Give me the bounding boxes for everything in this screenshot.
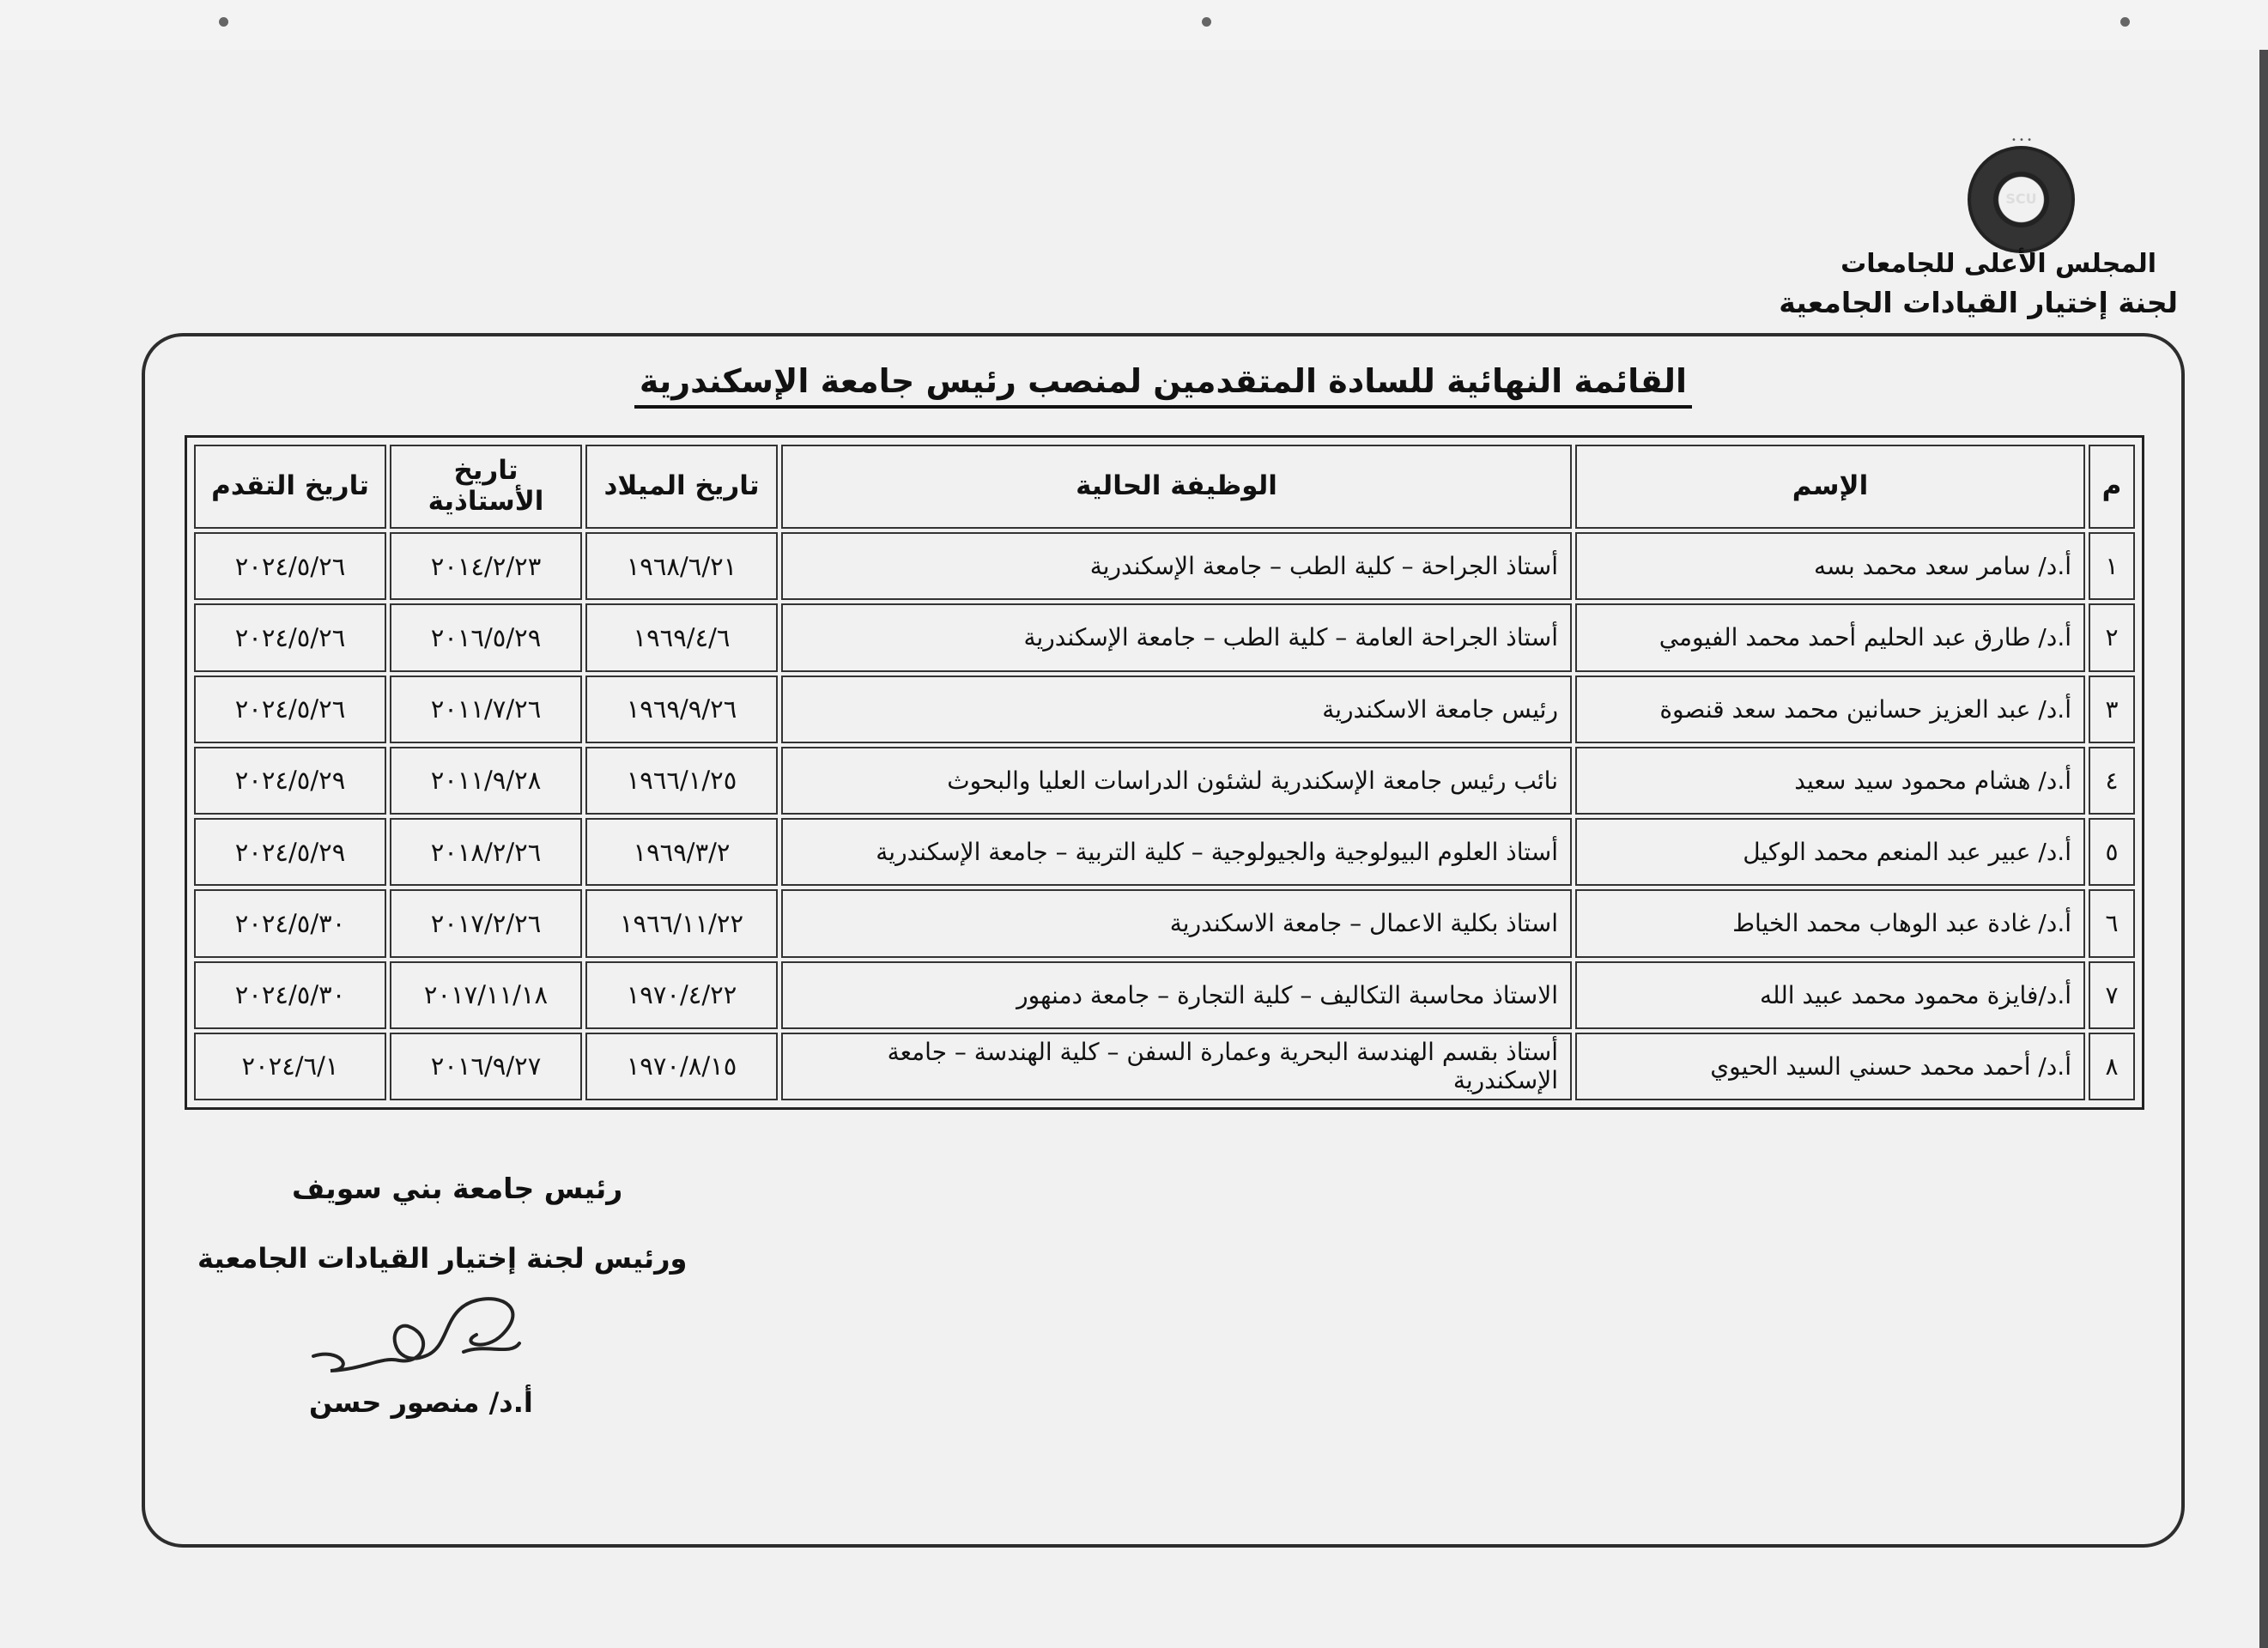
cell-professorship-date: ٢٠١٦/٥/٢٩ bbox=[390, 603, 582, 671]
header-birth-date: تاريخ الميلاد bbox=[585, 445, 778, 529]
cell-num: ١ bbox=[2089, 532, 2135, 600]
seal-label: SCU bbox=[2005, 191, 2037, 207]
cell-applied-date: ٢٠٢٤/٥/٢٦ bbox=[194, 676, 386, 743]
cell-name: أ.د/ أحمد محمد حسني السيد الحيوي bbox=[1575, 1033, 2085, 1100]
cell-birth-date: ١٩٦٩/٣/٢ bbox=[585, 818, 778, 886]
cell-name: أ.د/فايزة محمود محمد عبيد الله bbox=[1575, 961, 2085, 1029]
scanner-top-strip bbox=[0, 0, 2268, 50]
punch-hole-dot bbox=[219, 17, 228, 27]
punch-hole-dot bbox=[2120, 17, 2130, 27]
table-row bbox=[194, 676, 2135, 743]
candidates-table bbox=[191, 441, 2138, 1104]
cell-num: ٧ bbox=[2089, 961, 2135, 1029]
cell-job: أستاذ الجراحة – كلية الطب – جامعة الإسكندرية bbox=[781, 532, 1572, 600]
signatory-title-line2: ورئيس لجنة إختيار القيادات الجامعية bbox=[197, 1242, 688, 1275]
document-title-container bbox=[145, 362, 2181, 400]
cell-job: أستاذ بقسم الهندسة البحرية وعمارة السفن – كلية الهندسة – جامعة الإسكندرية bbox=[781, 1033, 1572, 1100]
header-name: الإسم bbox=[1575, 445, 2085, 529]
cell-professorship-date: ٢٠١٧/١١/١٨ bbox=[390, 961, 582, 1029]
seal-ring-text: • • • bbox=[2010, 136, 2033, 145]
cell-name: أ.د/ عبير عبد المنعم محمد الوكيل bbox=[1575, 818, 2085, 886]
signatory-name: أ.د/ منصور حسن bbox=[309, 1386, 533, 1419]
cell-name: أ.د/ عبد العزيز حسانين محمد سعد قنصوة bbox=[1575, 676, 2085, 743]
cell-birth-date: ١٩٦٩/٩/٢٦ bbox=[585, 676, 778, 743]
cell-professorship-date: ٢٠١٦/٩/٢٧ bbox=[390, 1033, 582, 1100]
cell-name: أ.د/ هشام محمود سيد سعيد bbox=[1575, 747, 2085, 815]
cell-applied-date: ٢٠٢٤/٥/٣٠ bbox=[194, 961, 386, 1029]
document-title: القائمة النهائية للسادة المتقدمين لمنصب رئيس جامعة الإسكندرية bbox=[634, 362, 1692, 409]
handwritten-signature bbox=[305, 1275, 562, 1386]
cell-name: أ.د/ طارق عبد الحليم أحمد محمد الفيومي bbox=[1575, 603, 2085, 671]
cell-num: ٨ bbox=[2089, 1033, 2135, 1100]
candidates-table-frame bbox=[185, 435, 2144, 1110]
cell-applied-date: ٢٠٢٤/٦/١ bbox=[194, 1033, 386, 1100]
cell-num: ٥ bbox=[2089, 818, 2135, 886]
org-name-line2: لجنة إختيار القيادات الجامعية bbox=[1779, 286, 2178, 319]
cell-applied-date: ٢٠٢٤/٥/٢٩ bbox=[194, 747, 386, 815]
table-row bbox=[194, 1033, 2135, 1100]
header-applied-date: تاريخ التقدم bbox=[194, 445, 386, 529]
cell-professorship-date: ٢٠١٨/٢/٢٦ bbox=[390, 818, 582, 886]
cell-name: أ.د/ غادة عبد الوهاب محمد الخياط bbox=[1575, 889, 2085, 957]
cell-job: استاذ بكلية الاعمال – جامعة الاسكندرية bbox=[781, 889, 1572, 957]
table-row bbox=[194, 961, 2135, 1029]
table-row bbox=[194, 532, 2135, 600]
table-row bbox=[194, 889, 2135, 957]
cell-num: ٤ bbox=[2089, 747, 2135, 815]
cell-professorship-date: ٢٠١٤/٢/٢٣ bbox=[390, 532, 582, 600]
cell-birth-date: ١٩٧٠/٨/١٥ bbox=[585, 1033, 778, 1100]
cell-applied-date: ٢٠٢٤/٥/٢٩ bbox=[194, 818, 386, 886]
org-name-line1: المجلس الأعلى للجامعات bbox=[1840, 249, 2156, 279]
cell-professorship-date: ٢٠١١/٩/٢٨ bbox=[390, 747, 582, 815]
cell-job: أستاذ العلوم البيولوجية والجيولوجية – كلية التربية – جامعة الإسكندرية bbox=[781, 818, 1572, 886]
punch-hole-dot bbox=[1202, 17, 1211, 27]
signatory-title-line1: رئيس جامعة بني سويف bbox=[292, 1172, 623, 1205]
table-row bbox=[194, 818, 2135, 886]
cell-professorship-date: ٢٠١١/٧/٢٦ bbox=[390, 676, 582, 743]
council-seal-logo bbox=[1968, 146, 2075, 253]
cell-birth-date: ١٩٦٦/١١/٢٢ bbox=[585, 889, 778, 957]
table-row bbox=[194, 747, 2135, 815]
cell-professorship-date: ٢٠١٧/٢/٢٦ bbox=[390, 889, 582, 957]
header-job: الوظيفة الحالية bbox=[781, 445, 1572, 529]
cell-num: ٦ bbox=[2089, 889, 2135, 957]
table-header-row bbox=[194, 445, 2135, 529]
cell-birth-date: ١٩٦٩/٤/٦ bbox=[585, 603, 778, 671]
cell-num: ٢ bbox=[2089, 603, 2135, 671]
cell-applied-date: ٢٠٢٤/٥/٢٦ bbox=[194, 603, 386, 671]
header-professorship-date: تاريخ الأستاذية bbox=[390, 445, 582, 529]
cell-num: ٣ bbox=[2089, 676, 2135, 743]
cell-birth-date: ١٩٦٦/١/٢٥ bbox=[585, 747, 778, 815]
cell-applied-date: ٢٠٢٤/٥/٢٦ bbox=[194, 532, 386, 600]
table-row bbox=[194, 603, 2135, 671]
cell-job: الاستاذ محاسبة التكاليف – كلية التجارة – جامعة دمنهور bbox=[781, 961, 1572, 1029]
cell-birth-date: ١٩٦٨/٦/٢١ bbox=[585, 532, 778, 600]
cell-name: أ.د/ سامر سعد محمد بسه bbox=[1575, 532, 2085, 600]
header-num: م bbox=[2089, 445, 2135, 529]
cell-applied-date: ٢٠٢٤/٥/٣٠ bbox=[194, 889, 386, 957]
cell-job: رئيس جامعة الاسكندرية bbox=[781, 676, 1572, 743]
cell-birth-date: ١٩٧٠/٤/٢٢ bbox=[585, 961, 778, 1029]
cell-job: نائب رئيس جامعة الإسكندرية لشئون الدراسات العليا والبحوث bbox=[781, 747, 1572, 815]
cell-job: أستاذ الجراحة العامة – كلية الطب – جامعة الإسكندرية bbox=[781, 603, 1572, 671]
